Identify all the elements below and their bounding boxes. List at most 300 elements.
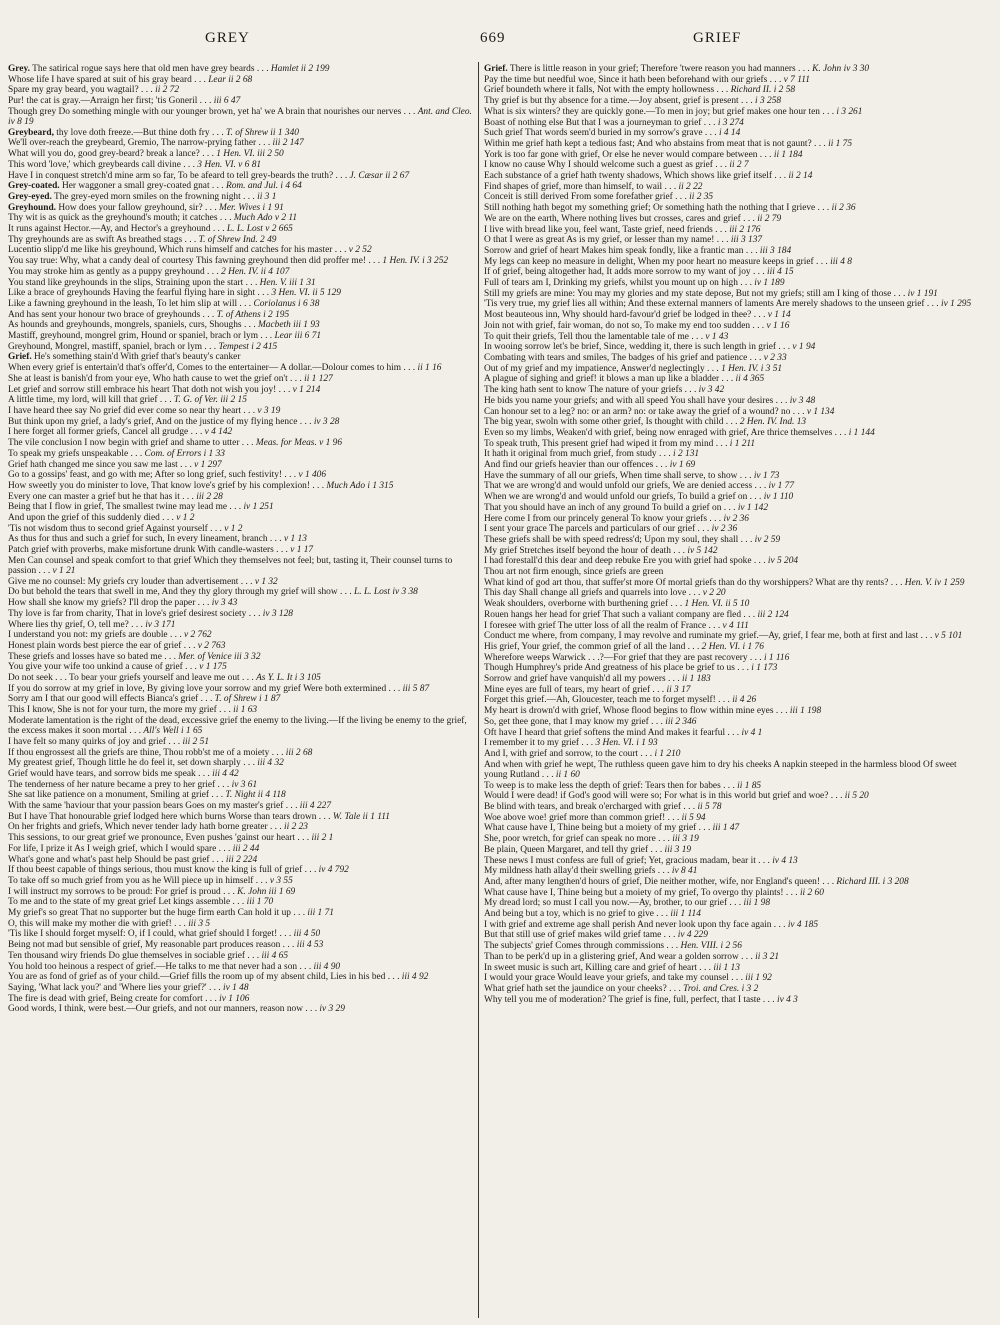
concordance-entry: What is six winters? they are quickly gone.—To men in joy; but grief makes one hour ten . . . i 3 261 [484, 106, 863, 117]
concordance-entry: Patch grief with proverbs, make misfortune drunk With candle-wasters . . . v 1 17 [8, 545, 314, 556]
citation-reference: T. of Athens i 2 195 [216, 309, 290, 320]
citation-reference: iii 2 1 [311, 833, 334, 844]
citation-reference: Rom. and Jul. i 4 64 [225, 181, 302, 192]
citation-reference: iv 1 110 [763, 492, 794, 503]
concordance-entry: Thy grief is but thy absence for a time.—Joy absent, grief is present . . . i 3 258 [484, 96, 782, 107]
quotation-text: What kind of god art thou, that suffer'st more Of mortal griefs than do thy worshippers? What are thy rents? [484, 577, 889, 588]
concordance-entry: Conceit is still derived From some forefather grief . . . ii 2 35 [484, 192, 714, 203]
quotation-text: This I know, She is not for your turn, the more my grief [8, 705, 217, 716]
citation-reference: iii 4 53 [296, 940, 324, 951]
quotation-text: Moderate lamentation is the right of the dead, excessive grief the enemy to the living.—If the living be enemy to the grief, the excess makes it soon mortal [8, 715, 467, 737]
citation-reference: i 3 261 [836, 106, 863, 117]
concordance-entry: What grief hath set the jaundice on your cheeks? . . . Troi. and Cres. i 3 2 [484, 983, 759, 994]
citation-reference: T. of Shrew ii 1 340 [226, 127, 299, 138]
concordance-entry: Rouen hangs her head for grief That such a valiant company are fled . . . iii 2 124 [484, 609, 789, 620]
concordance-entry: You are as fond of grief as of your child.—Grief fills the room up of my absent child, Lies in his bed . . . iii 4 92 [8, 972, 429, 983]
citation-reference: iv 1 106 [219, 993, 250, 1004]
quotation-text: The vile conclusion I now begin with grief and shame to utter [8, 438, 240, 449]
quotation-text: Within me grief hath kept a tedious fast; And who abstains from meat that is not gaunt? [484, 138, 812, 149]
concordance-entry: For life, I prize it As I weigh grief, which I would spare . . . iii 2 44 [8, 843, 260, 854]
citation-reference: i 3 274 [717, 117, 744, 128]
headword: Grief. [8, 352, 32, 363]
quotation-text: I have heard thee say No grief did ever come so near thy heart [8, 406, 241, 416]
citation-reference: 2 Hen. IV. ii 4 107 [221, 266, 290, 277]
citation-reference: Hen. VIII. i 2 56 [680, 941, 742, 952]
citation-reference: iii 1 71 [307, 908, 334, 919]
citation-reference: iv 3 61 [231, 779, 258, 790]
concordance-entry: Good words, I think, were best.—Our griefs, and not our manners, reason now . . . iv 3 29 [8, 1004, 345, 1015]
quotation-text: You hold too heinous a respect of grief.—He talks to me that never had a son [8, 961, 298, 972]
concordance-entry: We'll over-reach the greybeard, Gremio, The narrow-prying father . . . iii 2 147 [8, 138, 304, 149]
quotation-text: You give your wife too unkind a cause of grief [8, 662, 183, 673]
quotation-text: Conceit is still derived From some forefather grief [484, 192, 673, 203]
citation-reference: 3 Hen. VI. i 1 93 [595, 738, 658, 749]
quotation-text: The king hath sent to know The nature of your griefs [484, 385, 683, 396]
citation-reference: Hen. V. iii 1 31 [259, 277, 316, 288]
citation-reference: iv 4 1 [741, 727, 763, 738]
concordance-entry: Where lies thy grief, O, tell me? . . . iv 3 171 [8, 619, 176, 630]
quotation-text: This sessions, to our great grief we pronounce, Even pushes 'gainst our heart [8, 833, 296, 844]
citation-reference: iv 1 77 [768, 481, 795, 492]
concordance-entry: Pay the time but needful woe, Since it hath been beforehand with our griefs . . . v 7 111 [484, 74, 810, 85]
concordance-entry: The fire is dead with grief, Being create for comfort . . . iv 1 106 [8, 993, 250, 1004]
concordance-entry: He bids you name your griefs; and with all speed You shall have your desires . . . iv 3 48 [484, 395, 816, 406]
concordance-entry: My grief's so great That no supporter but the huge firm earth Can hold it up . . . iii 1 71 [8, 908, 334, 919]
concordance-entry: 'Tis very true, my grief lies all within; And these external manners of laments Are merely shadows to the unseen grief . . . iv 1 295 [484, 299, 972, 310]
citation-reference: v 5 101 [934, 631, 963, 642]
concordance-entry: If you do sorrow at my grief in love, By giving love your sorrow and my grief Were both extermined . . . iii 5 87 [8, 683, 430, 694]
citation-reference: v 2 52 [348, 245, 372, 256]
concordance-entry: In sweet music is such art, Killing care and grief of heart . . . iii 1 13 [484, 962, 740, 973]
concordance-entry: Out of my grief and my impatience, Answer'd neglectingly . . . 1 Hen. IV. i 3 51 [484, 363, 783, 374]
concordance-entry: This sessions, to our great grief we pronounce, Even pushes 'gainst our heart . . . iii 2 1 [8, 833, 334, 844]
quotation-text: To quit their griefs, Tell thou the lamentable tale of me [484, 331, 689, 342]
quotation-text: thy love doth freeze.—But thine doth fry [56, 127, 210, 138]
concordance-entry: Sorrow and grief of heart Makes him speak fondly, like a frantic man . . . iii 3 184 [484, 245, 792, 256]
quotation-text: Thy greyhounds are as swift As breathed stags [8, 234, 183, 245]
quotation-text: And being but a toy, which is no grief to give [484, 909, 654, 920]
concordance-entry: You stand like greyhounds in the slips, Straining upon the start . . . Hen. V. iii 1 31 [8, 277, 316, 288]
quotation-text: O that I were as great As is my grief, or lesser than my name! [484, 235, 715, 246]
concordance-entry: A plague of sighing and grief! it blows a man up like a bladder . . . ii 4 365 [484, 374, 765, 385]
quotation-text: Whose life I have spared at suit of his gray beard [8, 74, 192, 85]
citation-reference: ii 1 60 [555, 769, 580, 780]
concordance-entry: It hath it original from much grief, from study . . . i 2 131 [484, 449, 700, 460]
citation-reference: v 1 2 [176, 513, 195, 524]
quotation-text: Thy grief is but thy absence for a time.—Joy absent, grief is present [484, 96, 739, 107]
concordance-entry: Mine eyes are full of tears, my heart of grief . . . ii 3 17 [484, 684, 691, 695]
concordance-entry: My mildness hath allay'd their swelling griefs . . . iv 8 41 [484, 866, 698, 877]
concordance-entry: I have felt so many quirks of joy and grief . . . iii 2 51 [8, 736, 210, 747]
citation-reference: iv 1 142 [737, 502, 769, 513]
concordance-entry: On her frights and griefs, Which never tender lady hath borne greater . . . ii 2 23 [8, 822, 308, 833]
concordance-entry: But I have That honourable grief lodged here which burns Worse than tears drown . . . W. Tale ii 1 111 [8, 811, 390, 822]
concordance-entry: These griefs shall be with speed redress'd; Upon my soul, they shall . . . iv 2 59 [484, 534, 781, 545]
citation-reference: i 1 116 [763, 652, 790, 663]
concordance-entry: This I know, She is not for your turn, the more my grief . . . ii 1 63 [8, 705, 258, 716]
concordance-entry: Though Humphrey's pride And greatness of his place be grief to us . . . i 1 173 [484, 663, 778, 674]
citation-reference: i 1 211 [729, 438, 756, 449]
citation-reference: v 1 13 [283, 534, 307, 545]
concordance-entry: Have I in conquest stretch'd mine arm so far, To be afeard to tell grey-beards the truth? . . . J. Cæsar ii 2 67 [8, 170, 410, 181]
quotation-text: A plague of sighing and grief! it blows a man up like a bladder [484, 374, 720, 385]
citation-reference: ii 2 60 [799, 887, 824, 898]
citation-reference: ii 3 21 [755, 951, 780, 962]
citation-reference: iii 1 47 [712, 823, 740, 834]
citation-reference: iii 4 65 [261, 950, 289, 961]
citation-reference: v 3 55 [269, 875, 293, 886]
quotation-text: The tenderness of her nature became a prey to her grief [8, 779, 216, 790]
quotation-text: Find shapes of grief, more than himself, to wail [484, 181, 663, 192]
citation-reference: v 1 17 [290, 545, 314, 556]
concordance-entry: What cause have I, Thine being but a moiety of my grief . . . iii 1 47 [484, 823, 740, 834]
concordance-entry: To speak my griefs unspeakable . . . Com. of Errors i 1 33 [8, 448, 225, 459]
concordance-entry: You may stroke him as gently as a puppy greyhound . . . 2 Hen. IV. ii 4 107 [8, 266, 290, 277]
quotation-text: Out of my grief and my impatience, Answer'd neglectingly [484, 363, 705, 374]
quotation-text: Good words, I think, were best.—Our griefs, and not our manners, reason now [8, 1004, 303, 1015]
quotation-text: The fire is dead with grief, Being create for comfort [8, 993, 203, 1004]
citation-reference: v 2 33 [763, 352, 787, 363]
concordance-entry: Grey-eyed. The grey-eyed morn smiles on the frowning night . . . ii 3 1 [8, 191, 277, 202]
quotation-text: I live with bread like you, feel want, Taste grief, need friends [484, 224, 713, 235]
citation-reference: iii 1 98 [743, 898, 771, 909]
concordance-entry: Greybeard, thy love doth freeze.—But thine doth fry . . . T. of Shrew ii 1 340 [8, 127, 299, 138]
concordance-entry: Whose life I have spared at suit of his gray beard . . . Lear ii 2 68 [8, 74, 253, 85]
concordance-entry: And when with grief he wept, The ruthless queen gave him to dry his cheeks A napkin steeped in the harmless blood Of sweet young Rutland . . . ii 1 60 [484, 759, 957, 780]
concordance-entry: My dread lord; so must I call you now.—Ay, brother, to our grief . . . iii 1 98 [484, 898, 771, 909]
quotation-text: He bids you name your griefs; and with all speed You shall have your desires [484, 395, 774, 406]
concordance-entry: Find shapes of grief, more than himself, to wail . . . ii 2 22 [484, 181, 703, 192]
citation-reference: ii 3 1 [257, 191, 277, 202]
citation-reference: v 2 20 [702, 588, 726, 599]
quotation-text: Sorry am I that our good will effects Bianca's grief [8, 694, 199, 705]
quotation-text: Lucentio slipp'd me like his greyhound, Which runs himself and catches for his master [8, 245, 333, 256]
citation-reference: iv 1 251 [243, 502, 274, 513]
citation-reference: i 1 144 [848, 427, 875, 438]
concordance-entry: Can honour set to a leg? no: or an arm? no: or take away the grief of a wound? no . . . v 1 134 [484, 406, 835, 417]
concordance-entry: And find our griefs heavier than our offences . . . iv 1 69 [484, 460, 696, 471]
citation-reference: v 1 297 [194, 459, 222, 470]
citation-reference: 1 Hen. IV. i 3 51 [721, 363, 783, 374]
citation-reference: iii 4 50 [293, 929, 321, 940]
citation-reference: v 1 214 [292, 384, 321, 395]
citation-reference: Much Ado v 2 11 [233, 213, 298, 224]
citation-reference: iv 2 36 [723, 513, 749, 524]
concordance-entry: How sweetly you do minister to love, That know love's grief by his complexion! . . . Much Ado i 1 315 [8, 480, 394, 491]
quotation-text: How sweetly you do minister to love, That know love's grief by his complexion! [8, 480, 310, 491]
concordance-entry: Grief would have tears, and sorrow bids me speak . . . iii 4 42 [8, 768, 239, 779]
citation-reference: iii 2 28 [196, 491, 223, 502]
concordance-entry: York is too far gone with grief, Or else he never would compare between . . . ii 1 184 [484, 149, 803, 160]
concordance-entry: To me and to the state of my great grief Let kings assemble . . . iii 1 70 [8, 897, 274, 908]
concordance-entry: To take off so much grief from you as he Will piece up in himself . . . v 3 55 [8, 875, 293, 886]
citation-reference: ii 5 20 [844, 791, 869, 802]
concordance-entry: And has sent your honour two brace of greyhounds . . . T. of Athens i 2 195 [8, 309, 290, 320]
quotation-text: My legs can keep no measure in delight, When my poor heart no measure keeps in grief [484, 256, 814, 267]
citation-reference: ii 2 22 [678, 181, 703, 192]
citation-reference: ii 2 14 [788, 171, 813, 182]
quotation-text: Let grief and sorrow still embrace his heart That doth not wish you joy! [8, 384, 277, 395]
concordance-entry: The vile conclusion I now begin with grief and shame to utter . . . Meas. for Meas. v 1 96 [8, 438, 343, 449]
citation-reference: T. of Shrew i 1 87 [214, 694, 281, 705]
concordance-entry: Ten thousand wiry friends Do glue themselves in sociable grief . . . iii 4 65 [8, 950, 289, 961]
running-header-left: GREY [205, 30, 250, 46]
citation-reference: v 1 21 [52, 566, 76, 577]
headword: Greyhound. [8, 202, 57, 213]
concordance-entry: 'Tis not wisdom thus to second grief Against yourself . . . v 1 2 [8, 523, 243, 534]
concordance-entry: But that still use of grief makes wild grief tame . . . iv 4 229 [484, 930, 708, 941]
concordance-entry: This day Shall change all griefs and quarrels into love . . . v 2 20 [484, 588, 726, 599]
concordance-entry: When every grief is entertain'd that's offer'd, Comes to the entertainer— A dollar.—Dolour comes to him . . . ii 1 16 [8, 363, 442, 374]
quotation-text: What's gone and what's past help Should be past grief [8, 854, 210, 865]
concordance-entry: Sorry am I that our good will effects Bianca's grief . . . T. of Shrew i 1 87 [8, 694, 281, 705]
concordance-entry: Thy greyhounds are as swift As breathed stags . . . T. of Shrew Ind. 2 49 [8, 234, 277, 245]
citation-reference: iii 6 47 [213, 96, 241, 107]
citation-reference: v 1 2 [224, 523, 243, 534]
citation-reference: iii 1 114 [670, 909, 701, 920]
citation-reference: ii 2 36 [831, 203, 856, 214]
citation-reference: ii 4 26 [732, 695, 757, 706]
concordance-entry: We are on the earth, Where nothing lives but crosses, cares and grief . . . ii 2 79 [484, 213, 782, 224]
quotation-text: Thy love is far from charity, That in love's grief desirest society [8, 608, 247, 619]
concordance-entry: Being that I flow in grief, The smallest twine may lead me . . . iv 1 251 [8, 502, 274, 513]
citation-reference: iv 4 3 [776, 994, 798, 1005]
quotation-text: Be blind with tears, and break o'ercharged with grief [484, 802, 682, 813]
quotation-text: Grief boundeth where it falls, Not with the empty hollowness [484, 85, 715, 96]
quotation-text: So, get thee gone, that I may know my grief [484, 716, 649, 727]
citation-reference: ii 2 35 [689, 192, 714, 203]
quotation-text: That you should have an inch of any ground To build a grief on [484, 502, 722, 513]
concordance-entry: When we are wrong'd and would unfold our griefs, To build a grief on . . . iv 1 110 [484, 492, 794, 503]
quotation-text: Pur! the cat is gray.—Arraign her first; 'tis Goneril [8, 96, 198, 107]
concordance-entry: His grief, Your grief, the common grief of all the land . . . 2 Hen. VI. i 1 76 [484, 641, 764, 652]
concordance-entry: She, poor wretch, for grief can speak no more . . . iii 3 19 [484, 834, 699, 845]
citation-reference: iii 3 19 [664, 844, 692, 855]
concordance-entry: And I, with grief and sorrow, to the court . . . i 1 210 [484, 749, 681, 759]
concordance-entry: This word 'love,' which greybeards call divine . . . 3 Hen. VI. v 6 81 [8, 159, 262, 170]
citation-reference: iv 3 43 [211, 598, 238, 609]
citation-reference: ii 2 72 [155, 85, 180, 96]
concordance-entry: Saying, 'What lack you?' and 'Where lies your grief?' . . . iv 1 48 [8, 982, 249, 993]
citation-reference: v 4 111 [722, 620, 749, 631]
quotation-text: 'Tis not wisdom thus to second grief Against yourself [8, 523, 208, 534]
concordance-entry: Grief boundeth where it falls, Not with the empty hollowness . . . Richard II. i 2 58 [484, 85, 796, 96]
running-header-right: GRIEF [693, 30, 742, 46]
citation-reference: iv 2 59 [754, 534, 781, 545]
quotation-text: To weep is to make less the depth of grief: Tears then for babes [484, 780, 721, 791]
concordance-entry: Be plain, Queen Margaret, and tell thy grief . . . iii 3 19 [484, 844, 692, 855]
quotation-text: Weak shoulders, overborne with burthening grief [484, 599, 669, 610]
citation-reference: iii 3 137 [730, 235, 763, 246]
quotation-text: The satirical rogue says here that old men have grey beards [32, 64, 255, 74]
quotation-text: You are as fond of grief as of your child.—Grief fills the room up of my absent child, Lies in his bed [8, 972, 386, 983]
quotation-text: This word 'love,' which greybeards call divine [8, 159, 181, 170]
citation-reference: v 1 406 [298, 470, 327, 481]
concordance-entry: As hounds and greyhounds, mongrels, spaniels, curs, Shoughs . . . Macbeth iii 1 93 [8, 320, 320, 331]
quotation-text: Conduct me where, from company, I may revolve and ruminate my grief.—Ay, grief, I fear me, both at first and last [484, 631, 919, 642]
citation-reference: iii 1 92 [745, 973, 772, 984]
concordance-entry: I had forestall'd this dear and deep rebuke Ere you with grief had spoke . . . iv 5 204 [484, 556, 799, 567]
citation-reference: iv 3 29 [319, 1004, 345, 1015]
citation-reference: iii 4 32 [257, 758, 284, 769]
concordance-entry: That you should have an inch of any ground To build a grief on . . . iv 1 142 [484, 502, 769, 513]
quotation-text: Have the summary of all our griefs, When time shall serve, to show [484, 470, 738, 481]
quotation-text: And, after many lengthen'd hours of grief, Die neither mother, wife, nor England's queen! [484, 876, 820, 887]
concordance-entry [8, 352, 474, 362]
quotation-text: On her frights and griefs, Which never tender lady hath borne greater [8, 822, 268, 833]
page-number: 669 [480, 30, 506, 46]
concordance-entry: I understand you not: my griefs are double . . . v 2 762 [8, 630, 212, 641]
quotation-text: The subjects' grief Comes through commissions [484, 941, 665, 952]
quotation-text: To me and to the state of my great grief Let kings assemble [8, 897, 231, 908]
quotation-text: What cause have I, Thine being but a moiety of my grief [484, 823, 697, 834]
quotation-text: I know no cause Why I should welcome such a guest as grief [484, 160, 713, 171]
concordance-entry: My greatest grief, Though little he do feel it, set down sharply . . . iii 4 32 [8, 758, 284, 769]
concordance-entry: Oft have I heard that grief softens the mind And makes it fearful . . . iv 4 1 [484, 727, 763, 738]
quotation-text: Rouen hangs her head for grief That such a valiant company are fled [484, 609, 742, 620]
citation-reference: iv 4 792 [318, 865, 349, 876]
citation-reference: v 1 43 [705, 331, 729, 342]
quotation-text: Being not mad but sensible of grief, My reasonable part produces reason [8, 940, 281, 951]
citation-reference: v 1 134 [806, 406, 835, 417]
citation-reference: ii 3 17 [666, 684, 691, 695]
concordance-entry: Pur! the cat is gray.—Arraign her first; 'tis Goneril . . . iii 6 47 [8, 96, 241, 107]
concordance-entry: Being not mad but sensible of grief, My reasonable part produces reason . . . iii 4 53 [8, 940, 324, 951]
headword: Grief. [484, 64, 508, 74]
quotation-text: Than to be perk'd up in a glistering grief, And wear a golden sorrow [484, 951, 739, 962]
citation-reference: Ant. and Cleo. iv 8 19 [8, 106, 472, 128]
concordance-entry: My legs can keep no measure in delight, When my poor heart no measure keeps in grief . . . iii 4 8 [484, 256, 852, 267]
citation-reference: i 2 131 [673, 449, 700, 460]
quotation-text: We are on the earth, Where nothing lives but crosses, cares and grief [484, 213, 741, 224]
quotation-text: Grief hath changed me since you saw me last [8, 459, 178, 470]
citation-reference: iv 5 142 [687, 545, 718, 556]
quotation-text: These griefs shall be with speed redress'd; Upon my soul, they shall [484, 534, 739, 545]
citation-reference: Hamlet ii 2 199 [270, 64, 330, 74]
concordance-entry: With the same 'haviour that your passion bears Goes on my master's grief . . . iii 4 227 [8, 801, 332, 812]
concordance-entry: I know no cause Why I should welcome such a guest as grief . . . ii 2 7 [484, 160, 749, 171]
quotation-text: I will instruct my sorrows to be proud: For grief is proud [8, 886, 221, 897]
citation-reference: T. G. of Ver. iii 2 15 [173, 395, 247, 406]
quotation-text: If thou beest capable of things serious, thou must know the king is full of grief [8, 865, 303, 876]
quotation-text: Where lies thy grief, O, tell me? [8, 619, 129, 630]
citation-reference: iv 1 48 [223, 982, 249, 993]
citation-reference: Mer. Wives i 1 91 [219, 202, 284, 213]
citation-reference: iv 1 189 [754, 278, 785, 289]
quotation-text: She sat like patience on a monument, Smiling at grief [8, 790, 209, 801]
concordance-entry: 'Tis like I should forget myself: O, if I could, what grief should I forget! . . . iii 4 50 [8, 929, 321, 940]
citation-reference: iv 3 28 [313, 416, 340, 427]
quotation-text: Most beauteous inn, Why should hard-favour'd grief be lodged in thee? [484, 310, 752, 321]
quotation-text: She at least is banish'd from your eye, Who hath cause to wet the grief on't [8, 373, 288, 384]
citation-reference: iii 3 5 [188, 918, 211, 929]
citation-reference: i 4 14 [718, 128, 741, 139]
quotation-text: 'Tis very true, my grief lies all within; And these external manners of laments Are merely shadows to the unseen grief [484, 299, 925, 310]
citation-reference: iii 4 42 [212, 768, 239, 779]
citation-reference: iii 4 227 [299, 801, 332, 812]
concordance-entry: What's gone and what's past help Should be past grief . . . iii 2 224 [8, 854, 258, 865]
quotation-text: How does your fallow greyhound, sir? [58, 202, 203, 213]
quotation-text: Such grief That words seem'd buried in my sorrow's grave [484, 128, 703, 139]
quotation-text: 'Tis like I should forget myself: O, if I could, what grief should I forget! [8, 929, 278, 940]
concordance-entry: To quit their griefs, Tell thou the lamentable tale of me . . . v 1 43 [484, 331, 729, 342]
concordance-entry: Here come I from our princely general To know your griefs . . . iv 2 36 [484, 513, 749, 524]
quotation-text: When every grief is entertain'd that's offer'd, Comes to the entertainer— A dollar.—Dolour comes to him [8, 363, 402, 374]
citation-reference: iv 1 191 [907, 288, 938, 299]
citation-reference: Lear iii 6 71 [274, 331, 322, 342]
quotation-text: Mastiff, greyhound, mongrel grim, Hound or spaniel, brach or lym [8, 331, 259, 342]
concordance-entry: What cause have I, Thine being but a moiety of my grief, To overgo thy plaints! . . . ii 2 60 [484, 887, 824, 898]
quotation-text: Her waggoner a small grey-coated gnat [61, 181, 210, 192]
quotation-text: In wooing sorrow let's be brief, Since, wedding it, there is such length in grief [484, 342, 776, 353]
citation-reference: Richard II. i 2 58 [730, 85, 796, 96]
quotation-text: I had forestall'd this dear and deep rebuke Ere you with grief had spoke [484, 556, 752, 567]
concordance-entry: If of grief, being altogether had, It adds more sorrow to my want of joy . . . iii 4 15 [484, 267, 794, 278]
citation-reference: i 1 173 [751, 663, 778, 674]
concordance-entry: Forget this grief.—Ah, Gloucester, teach me to forget myself! . . . ii 4 26 [484, 695, 757, 706]
concordance-entry: And being but a toy, which is no grief to give . . . iii 1 114 [484, 909, 701, 920]
citation-reference: iii 2 176 [729, 224, 761, 235]
citation-reference: iv 3 128 [262, 608, 293, 619]
quotation-text: In sweet music is such art, Killing care and grief of heart [484, 962, 697, 973]
quotation-text: I would your grace Would leave your griefs, and take my counsel [484, 973, 729, 984]
concordance-entry: Sorrow and grief have vanquish'd all my powers . . . ii 1 183 [484, 674, 711, 685]
citation-reference: iii 1 13 [713, 962, 740, 973]
citation-reference: Mer. of Venice iii 3 32 [178, 651, 261, 662]
citation-reference: ii 1 183 [682, 674, 711, 685]
quotation-text: My mildness hath allay'd their swelling griefs [484, 866, 656, 877]
citation-reference: K. John iv 3 30 [812, 64, 870, 74]
citation-reference: iii 4 8 [830, 256, 852, 267]
quotation-text: If of grief, being altogether had, It adds more sorrow to my want of joy [484, 267, 751, 278]
citation-reference: v 3 19 [257, 406, 281, 416]
citation-reference: 2 Hen. VI. i 1 76 [701, 641, 764, 652]
concordance-entry: Join not with grief, fair woman, do not so, To make my end too sudden . . . v 1 16 [484, 320, 790, 331]
citation-reference: v 4 142 [204, 427, 233, 438]
citation-reference: iv 4 185 [787, 919, 819, 930]
headword: Grey. [8, 64, 30, 74]
citation-reference: iv 4 13 [772, 855, 798, 866]
concordance-entry: Thy love is far from charity, That in love's grief desirest society . . . iv 3 128 [8, 608, 293, 619]
quotation-text: To speak truth, This present grief had wiped it from my mind [484, 438, 714, 449]
citation-reference: ii 2 79 [757, 213, 782, 224]
citation-reference: v 1 32 [254, 576, 278, 587]
quotation-text: You stand like greyhounds in the slips, Straining upon the start [8, 277, 244, 288]
concordance-entry: She sat like patience on a monument, Smiling at grief . . . T. Night ii 4 118 [8, 790, 286, 801]
concordance-entry: Like a brace of greyhounds Having the fearful flying hare in sight . . . 3 Hen. VI. ii 5 129 [8, 288, 341, 299]
concordance-entry: Greyhound. How does your fallow greyhound, sir? . . . Mer. Wives i 1 91 [8, 202, 284, 213]
quotation-text: There is little reason in your grief; Therefore 'twere reason you had manners [509, 64, 796, 74]
citation-reference: Macbeth iii 1 93 [258, 320, 320, 331]
quotation-text: Do not seek . . . To bear your griefs yourself and leave me out [8, 673, 240, 684]
concordance-entry: My heart is drown'd with grief, Whose flood begins to flow within mine eyes . . . iii 1 198 [484, 706, 822, 717]
citation-reference: v 1 16 [766, 320, 790, 331]
concordance-entry: Moderate lamentation is the right of the dead, excessive grief the enemy to the living.—If the living be enemy to the grief, the excess makes it soon mortal . . . All's Well i 1 65 [8, 715, 467, 737]
quotation-text: We'll over-reach the greybeard, Gremio, The narrow-prying father [8, 138, 257, 149]
quotation-text: Though Humphrey's pride And greatness of his place be grief to us [484, 663, 735, 674]
citation-reference: L. L. Lost v 2 665 [226, 224, 293, 235]
quotation-text: I foresee with grief The utter loss of all the realm of France [484, 620, 707, 631]
citation-reference: 1 Hen. VI. iii 2 50 [216, 149, 284, 160]
quotation-text: Grief would have tears, and sorrow bids me speak [8, 768, 196, 779]
citation-reference: Coriolanus i 6 38 [253, 298, 320, 309]
quotation-text: Join not with grief, fair woman, do not so, To make my end too sudden [484, 320, 751, 331]
quotation-text: You say true: Why, what a candy deal of courtesy This fawning greyhound then did proffer me! [8, 256, 366, 267]
quotation-text: Pay the time but needful woe, Since it hath been beforehand with our griefs [484, 74, 768, 85]
quotation-text: Wherefore weeps Warwick . . .?—For grief that they are past recovery [484, 652, 748, 663]
quotation-text: And has sent your honour two brace of greyhounds [8, 309, 201, 320]
citation-reference: iv 1 73 [753, 470, 780, 481]
